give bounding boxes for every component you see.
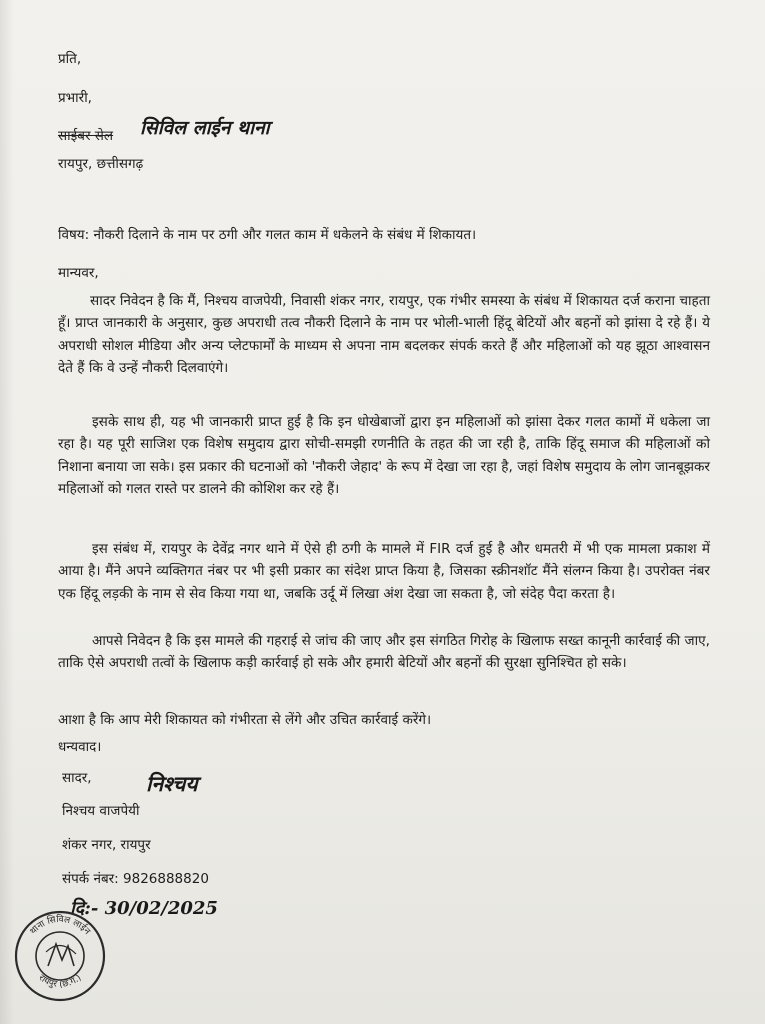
regards: सादर, [62, 770, 92, 786]
police-station-stamp [12, 908, 108, 1004]
salutation: मान्यवर, [58, 265, 99, 281]
page-edge-shadow [0, 0, 14, 1024]
recipient-title: प्रभारी, [58, 90, 92, 106]
recipient-struck-text: साईबर सेल [58, 128, 114, 144]
paragraph-3: इस संबंध में, रायपुर के देवेंद्र नगर थाने में ऐसे ही ठगी के मामले में FIR दर्ज हुई है और धमतरी में भी एक मामला प्रकाश में आया है। मैंने अपने व्यक्तिगत नंबर पर भी इसी प्रकार का संदेश प्राप्त किया है, जिसका स्क्रीनशॉट मैंने संलग्न किया है। उपरोक्त नंबर एक हिंदू लड़की के नाम से सेव किया गया था, जबकि उर्दू में लिखा अंश देखा जा सकता है, जो संदेह पैदा करता है। [58, 541, 710, 602]
closing-line: आशा है कि आप मेरी शिकायत को गंभीरता से लेंगे और उचित कार्रवाई करेंगे। [58, 712, 432, 728]
recipient-handwritten: सिविल लाईन थाना [140, 117, 270, 139]
recipient-city: रायपुर, छत्तीसगढ़ [58, 156, 144, 172]
thanks: धन्यवाद। [58, 739, 102, 755]
stamp-scribble [46, 945, 76, 954]
stamp-top-text: थाना सिविल लाईन [28, 915, 92, 937]
sender-name: निश्चय वाजपेयी [62, 803, 140, 819]
subject-line: विषय: नौकरी दिलाने के नाम पर ठगी और गलत काम में धकेलने के संबंध में शिकायत। [58, 227, 477, 243]
paragraph-2: इसके साथ ही, यह भी जानकारी प्राप्त हुई है कि इन धोखेबाजों द्वारा इन महिलाओं को झांसा देकर गलत कामों में धकेला जा रहा है। यह पूरी साजिश एक विशेष समुदाय द्वारा सोची-समझी रणनीति के तहत की जा रही है, ताकि हिंदू समाज की महिलाओं को निशाना बनाया जा सके। इस प्रकार की घटनाओं को 'नौकरी जेहाद' के रूप में देखा जा रहा है, जहां विशेष समुदाय के लोग जानबूझकर महिलाओं को गलत रास्ते पर डालने की कोशिश कर रहे हैं। [58, 414, 710, 498]
contact-number: संपर्क नंबर: 9826888820 [62, 871, 209, 887]
paragraph-4: आपसे निवेदन है कि इस मामले की गहराई से जांच की जाए और इस संगठित गिरोह के खिलाफ सख्त कानूनी कार्रवाई की जाए, ताकि ऐसे अपराधी तत्वों के खिलाफ कड़ी कार्रवाई हो सके और हमारी बेटियों और बहनों की सुरक्षा सुनिश्चित हो सके। [58, 633, 710, 672]
handwritten-date: दि:- 30/02/2025 [70, 898, 218, 919]
sender-address: शंकर नगर, रायपुर [62, 837, 151, 853]
paragraph-1: सादर निवेदन है कि मैं, निश्चय वाजपेयी, निवासी शंकर नगर, रायपुर, एक गंभीर समस्या के संबंध में शिकायत दर्ज कराना चाहता हूँ। प्राप्त जानकारी के अनुसार, कुछ अपराधी तत्व नौकरी दिलाने के नाम पर भोली-भाली हिंदू बेटियों और बहनों को झांसा दे रहे हैं। ये अपराधी सोशल मीडिया और अन्य प्लेटफार्मों के माध्यम से अपना नाम बदलकर संपर्क करते हैं और महिलाओं को यह झूठा आश्वासन देते हैं कि वे उन्हें नौकरी दिलवाएंगे। [58, 293, 711, 377]
stamp-bottom-text: रायपुर (छ.ग.) [36, 973, 84, 990]
to-label: प्रति, [58, 51, 82, 67]
signature: निश्चय [146, 771, 198, 796]
